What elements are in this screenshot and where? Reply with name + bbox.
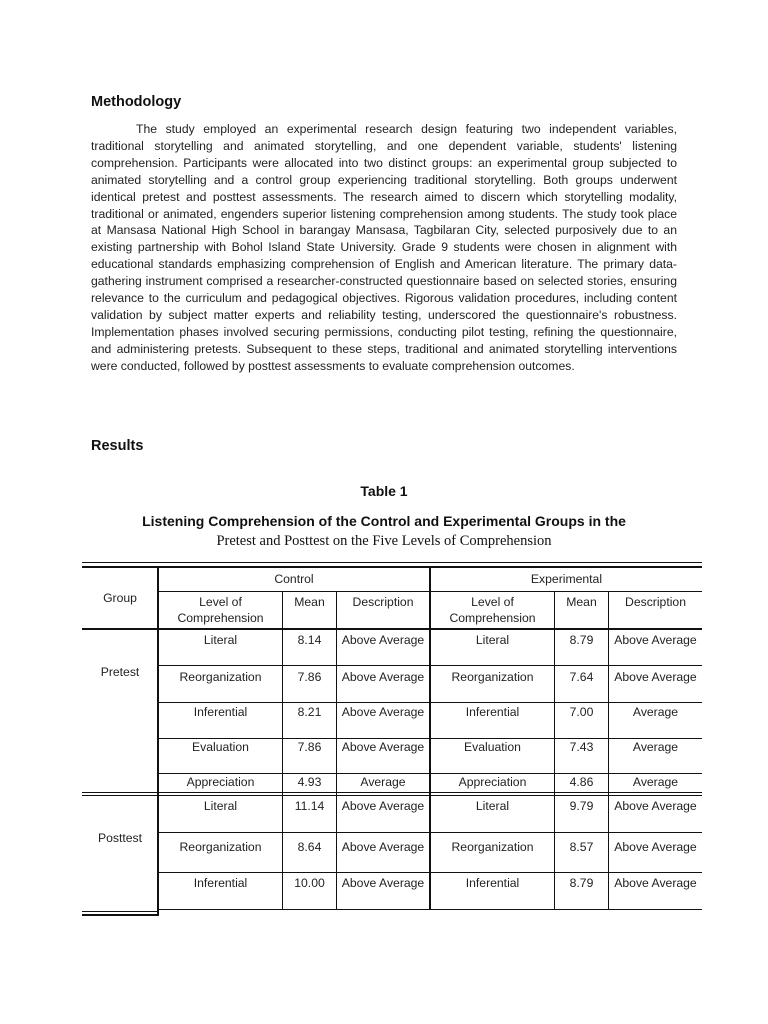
pretest-label: Pretest [100, 665, 140, 679]
experimental-description-cell: Average [632, 705, 679, 719]
control-level-cell: Literal [203, 799, 238, 813]
experimental-level-cell: Reorganization [451, 670, 534, 684]
experimental-level-cell: Inferential [465, 876, 520, 890]
control-level-cell: Literal [203, 633, 238, 647]
group-header: Group [103, 591, 137, 605]
control-description-header: Description [352, 595, 414, 609]
control-description-cell: Above Average [341, 633, 425, 647]
results-table [82, 562, 702, 916]
experimental-mean-cell: 4.86 [569, 775, 594, 789]
experimental-description-cell: Above Average [614, 840, 697, 854]
control-header: Control [274, 572, 314, 586]
experimental-mean-cell: 7.64 [569, 670, 594, 684]
methodology-paragraph: The study employed an experimental research design featuring two independent variables, traditional storytelling and animated storytelling, and one dependent variable, students' listening comprehension. Participants were allocated into two distinct groups: an experimental group subjected to animated storytelling and a control group experiencing traditional storytelling. Both groups underwent identical pretest and posttest assessments. The research aimed to discern which storytelling modality, traditional or animated, engenders superior listening comprehension among students. The study took place at Mansasa National High School in barangay Mansasa, Tagbilaran City, selected purposively due to an existing partnership with Bohol Island State University. Grade 9 students were chosen in alignment with educational standards emphasizing comprehension of English and American literature. The primary data-gathering instrument comprised a researcher-constructed questionnaire based on selected stories, ensuring relevance to the curriculum and pedagogical objectives. Rigorous validation procedures, including content validation by subject matter experts and reliability testing, underscored the questionnaire's robustness. Implementation phases involved securing permissions, conducting pilot testing, refining the questionnaire, and administering pretests. Subsequent to these steps, traditional and animated storytelling interventions were conducted, followed by posttest assessments to evaluate comprehension outcomes. [91, 122, 677, 373]
methodology-heading: Methodology [91, 94, 182, 110]
control-description-cell: Above Average [341, 840, 425, 854]
control-mean-cell: 4.93 [297, 775, 322, 789]
experimental-mean-cell: 8.79 [569, 633, 594, 647]
experimental-description-cell: Average [632, 775, 679, 789]
table-title-line2: Pretest and Posttest on the Five Levels of Comprehension [216, 533, 552, 549]
control-mean-cell: 7.86 [297, 740, 322, 754]
control-mean-cell: 8.14 [297, 633, 322, 647]
experimental-mean-cell: 9.79 [569, 799, 594, 813]
experimental-level-cell: Appreciation [458, 775, 527, 789]
experimental-mean-header: Mean [566, 595, 597, 609]
control-description-cell: Above Average [341, 740, 425, 754]
table-title-line1: Listening Comprehension of the Control and Experimental Groups in the [142, 513, 626, 529]
control-mean-cell: 8.21 [297, 705, 322, 719]
posttest-label: Posttest [97, 831, 143, 845]
experimental-description-cell: Above Average [614, 633, 697, 647]
control-mean-cell: 11.14 [294, 799, 325, 813]
control-description-cell: Above Average [341, 876, 425, 890]
experimental-description-cell: Above Average [614, 876, 697, 890]
experimental-description-cell: Average [632, 740, 679, 754]
control-level-cell: Appreciation [186, 775, 255, 789]
control-level-cell: Reorganization [179, 840, 262, 854]
control-mean-cell: 10.00 [294, 876, 325, 890]
results-heading: Results [91, 438, 144, 454]
experimental-level-cell: Reorganization [451, 840, 534, 854]
control-level-cell: Inferential [193, 876, 248, 890]
control-level-header: Level of Comprehension [177, 595, 264, 625]
experimental-mean-cell: 8.79 [569, 876, 594, 890]
control-level-cell: Evaluation [192, 740, 249, 754]
control-mean-cell: 8.64 [297, 840, 322, 854]
experimental-mean-cell: 7.43 [569, 740, 594, 754]
experimental-level-cell: Literal [475, 799, 510, 813]
control-description-cell: Above Average [341, 705, 425, 719]
experimental-level-cell: Literal [475, 633, 510, 647]
table-label: Table 1 [360, 483, 408, 499]
control-description-cell: Above Average [341, 799, 425, 813]
experimental-level-header: Level of Comprehension [449, 595, 536, 625]
experimental-description-header: Description [625, 595, 686, 609]
experimental-header: Experimental [530, 572, 603, 586]
experimental-level-cell: Inferential [465, 705, 520, 719]
experimental-description-cell: Above Average [614, 670, 697, 684]
control-description-cell: Above Average [341, 670, 425, 684]
experimental-level-cell: Evaluation [464, 740, 521, 754]
experimental-mean-cell: 7.00 [569, 705, 594, 719]
control-description-cell: Average [360, 775, 406, 789]
control-mean-cell: 7.86 [297, 670, 322, 684]
control-level-cell: Inferential [193, 705, 248, 719]
experimental-mean-cell: 8.57 [569, 840, 594, 854]
control-mean-header: Mean [294, 595, 325, 609]
control-level-cell: Reorganization [179, 670, 262, 684]
experimental-description-cell: Above Average [614, 799, 697, 813]
